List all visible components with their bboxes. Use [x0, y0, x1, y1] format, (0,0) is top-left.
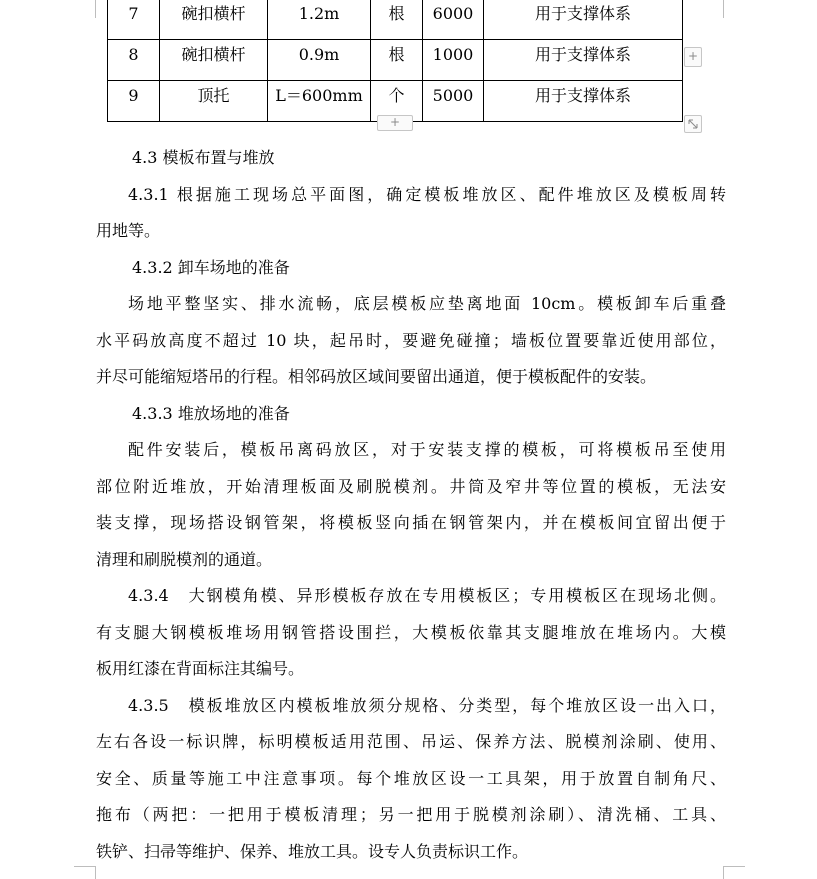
subheading-4-3-2: 4.3.2 卸车场地的准备: [132, 257, 290, 277]
paragraph-line: 有支腿大钢模板堆场用钢管搭设围拦，大模板依靠其支腿堆放在堆场内。大模: [96, 622, 726, 642]
table-resize-handle[interactable]: [684, 115, 702, 133]
paragraph-line: 装支撑，现场搭设钢管架，将模板竖向插在钢管架内，并在模板间宜留出便于: [96, 513, 726, 532]
paragraph-line: 配件安装后，模板吊离码放区，对于安装支撑的模板，可将模板吊至使用: [128, 440, 726, 459]
paragraph-line: 部位附近堆放，开始清理板面及刷脱模剂。井筒及窄井等位置的模板，无法安: [96, 476, 726, 496]
table-cell-unit[interactable]: 根: [371, 40, 423, 81]
table-cell-spec[interactable]: 1.2m: [268, 0, 371, 40]
table-row: [108, 0, 683, 40]
table-cell-name[interactable]: 碗扣横杆: [160, 40, 268, 81]
paragraph-4-3-1: 4.3.1 根据施工现场总平面图，确定模板堆放区、配件堆放区及模板周转: [128, 184, 726, 204]
paragraph-line: 清理和刷脱模剂的通道。: [96, 549, 273, 569]
paragraph-line: 铁铲、扫帚等维护、保养、堆放工具。设专人负责标识工作。: [96, 841, 529, 861]
paragraph-line: 并尽可能缩短塔吊的行程。相邻码放区域间要留出通道，便于模板配件的安装。: [96, 367, 657, 386]
resize-arrow-icon: [685, 116, 701, 132]
table-cell-remark[interactable]: 用于支撑体系: [484, 0, 683, 40]
table-cell-qty[interactable]: 6000: [423, 0, 484, 40]
materials-table: [107, 0, 683, 122]
paragraph-4-3-1-cont: 用地等。: [96, 221, 161, 240]
crop-mark-top-left-v: [95, 0, 96, 18]
table-cell-unit[interactable]: 根: [371, 0, 423, 40]
table-cell-qty[interactable]: 5000: [423, 81, 484, 122]
paragraph-line: 拖布（两把：一把用于模板清理；另一把用于脱模剂涂刷）、清洗桶、工具、: [96, 805, 726, 824]
paragraph-line: 水平码放高度不超过 10 块，起吊时，要避免碰撞；墙板位置要靠近使用部位，: [96, 330, 726, 350]
table-cell-spec[interactable]: L＝600mm: [268, 81, 371, 122]
table-row: [108, 40, 683, 81]
paragraph-4-3-4: 4.3.4 大钢模角模、异形模板存放在专用模板区；专用模板区在现场北侧。: [128, 586, 726, 605]
add-row-button[interactable]: +: [377, 115, 413, 131]
paragraph-4-3-5: 4.3.5 模板堆放区内模板堆放须分规格、分类型，每个堆放区设一出入口，: [128, 695, 726, 715]
crop-mark-top-right-v: [723, 0, 724, 18]
add-column-button[interactable]: +: [684, 47, 702, 67]
paragraph-line: 板用红漆在背面标注其编号。: [96, 659, 305, 678]
table-cell-remark[interactable]: 用于支撑体系: [484, 81, 683, 122]
paragraph-line: 左右各设一标识牌，标明模板适用范围、吊运、保养方法、脱模剂涂刷、使用、: [96, 732, 726, 751]
table-cell-no[interactable]: 8: [108, 40, 160, 81]
table-cell-remark[interactable]: 用于支撑体系: [484, 40, 683, 81]
table-cell-spec[interactable]: 0.9m: [268, 40, 371, 81]
crop-mark-bottom-right-h: [723, 866, 745, 867]
table-cell-name[interactable]: 顶托: [160, 81, 268, 122]
table-cell-qty[interactable]: 1000: [423, 40, 484, 81]
section-heading-4-3: 4.3 模板布置与堆放: [132, 148, 275, 167]
table-cell-no[interactable]: 9: [108, 81, 160, 122]
document-body: [96, 140, 726, 870]
subheading-4-3-3: 4.3.3 堆放场地的准备: [132, 403, 290, 423]
table-cell-unit[interactable]: 个: [371, 81, 423, 122]
table-cell-no[interactable]: 7: [108, 0, 160, 40]
crop-mark-bottom-left-h: [74, 866, 96, 867]
paragraph-line: 场地平整坚实、排水流畅，底层模板应垫离地面 10cm。模板卸车后重叠: [128, 294, 726, 313]
paragraph-line: 安全、质量等施工中注意事项。每个堆放区设一工具架，用于放置自制角尺、: [96, 768, 726, 788]
table-cell-name[interactable]: 碗扣横杆: [160, 0, 268, 40]
